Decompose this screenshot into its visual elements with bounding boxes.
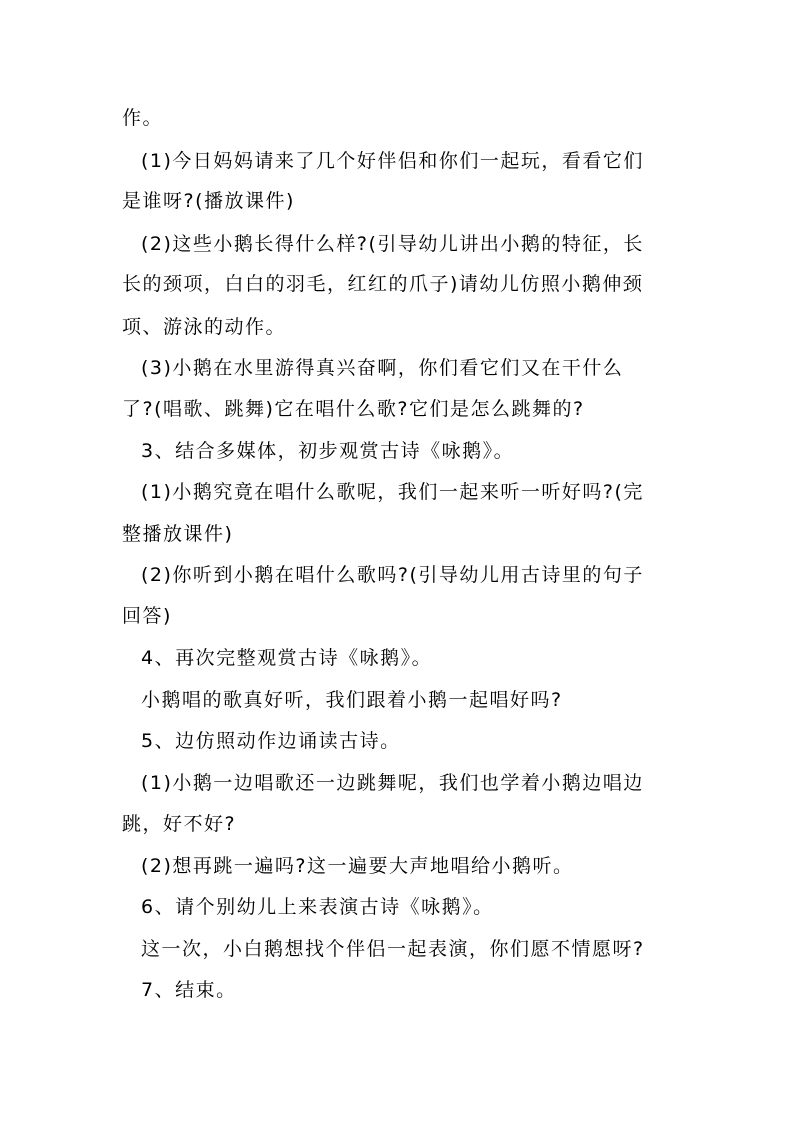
text-line: (2)想再跳一遍吗?这一遍要大声地唱给小鹅听。 [141,855,574,877]
text-line: 回答) [122,605,172,627]
text-line: 整播放课件) [122,523,234,545]
text-line: (1)小鹅究竟在唱什么歌呢，我们一起来听一听好吗?(完 [141,481,644,503]
text-line: 项、游泳的动作。 [122,316,287,338]
text-line: 了?(唱歌、跳舞)它在唱什么歌?它们是怎么跳舞的? [122,398,585,420]
text-line: 4、再次完整观赏古诗《咏鹅》。 [141,647,433,669]
text-line: (1)小鹅一边唱歌还一边跳舞呢，我们也学着小鹅边唱边 [141,772,644,794]
text-line: 3、结合多媒体，初步观赏古诗《咏鹅》。 [141,440,515,462]
text-line: 7、结束。 [141,979,237,1001]
text-line: 作。 [122,107,164,129]
text-line: 是谁呀?(播放课件) [122,190,295,212]
text-line: 5、边仿照动作边诵读古诗。 [141,730,401,752]
text-line: (2)你听到小鹅在唱什么歌吗?(引导幼儿用古诗里的句子 [141,564,644,586]
text-line: 小鹅唱的歌真好听，我们跟着小鹅一起唱好吗? [141,689,563,711]
text-line: 跳，好不好? [122,813,237,835]
text-line: 长的颈项，白白的羽毛，红红的爪子)请幼儿仿照小鹅伸颈 [122,273,644,295]
text-line: 这一次，小白鹅想找个伴侣一起表演，你们愿不情愿呀? [141,938,645,960]
text-line: (3)小鹅在水里游得真兴奋啊，你们看它们又在干什么 [141,357,624,379]
text-line: (1)今日妈妈请来了几个好伴侣和你们一起玩，看看它们 [141,150,644,172]
text-line: (2)这些小鹅长得什么样?(引导幼儿讲出小鹅的特征，长 [141,233,644,255]
text-line: 6、请个别幼儿上来表演古诗《咏鹅》。 [141,896,494,918]
